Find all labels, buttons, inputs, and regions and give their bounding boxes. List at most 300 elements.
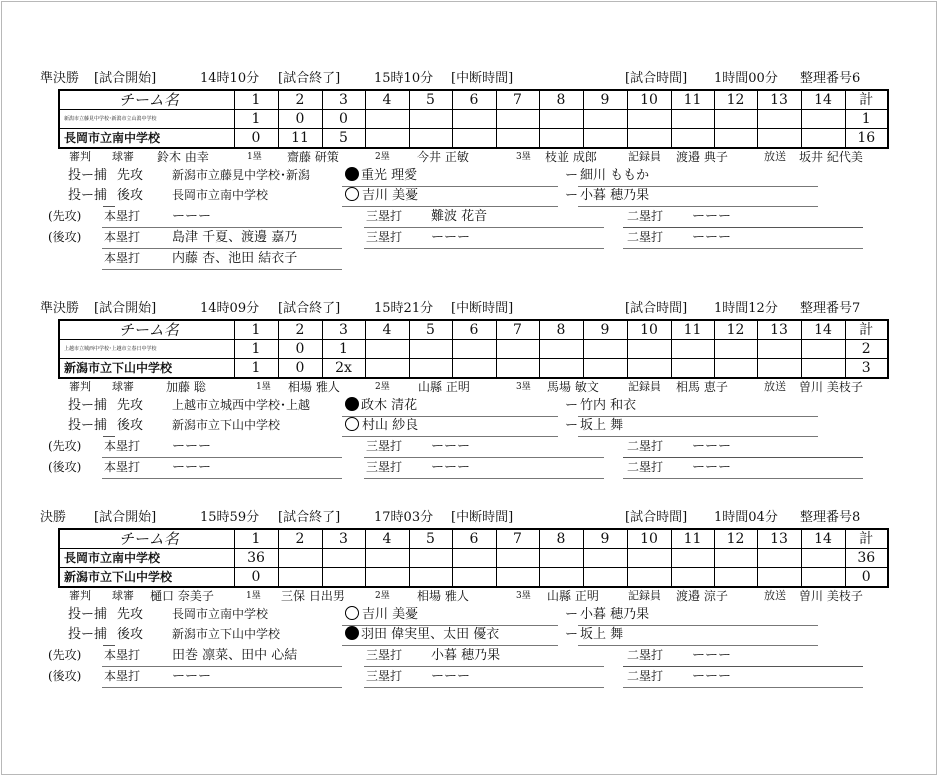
bottom-hr-players: 島津 千夏、渡邊 嘉乃 bbox=[172, 230, 298, 245]
pitcher-mark-icon bbox=[345, 417, 359, 431]
inning-header: 8 bbox=[539, 529, 583, 549]
inning-score: 0 bbox=[234, 568, 278, 588]
hr-label: 本塁打 bbox=[104, 230, 141, 244]
bottom-paren-label: (後攻) bbox=[48, 669, 82, 683]
inning-header: 7 bbox=[496, 90, 539, 110]
triple-label: 三塁打 bbox=[366, 460, 403, 474]
inning-score bbox=[671, 340, 714, 359]
end-time: 17時03分 bbox=[374, 510, 434, 525]
battery-top-row bbox=[0, 166, 940, 186]
inning-score: 1 bbox=[234, 359, 278, 379]
inning-score bbox=[322, 549, 365, 568]
battery-top-catcher: 小暮 穂乃果 bbox=[580, 607, 650, 622]
inning-score bbox=[801, 129, 845, 149]
inning-score bbox=[714, 110, 757, 129]
inning-score bbox=[278, 568, 322, 588]
recorder-name: 渡邉 涼子 bbox=[676, 589, 728, 603]
first-base-umpire: 三保 日出男 bbox=[281, 589, 345, 603]
plate-umpire-name: 樋口 奈美子 bbox=[150, 589, 214, 603]
duration-time: 1時間12分 bbox=[714, 301, 778, 316]
top-label: 先攻 bbox=[117, 398, 144, 413]
team-name: 上越市立城西中学校･上越市立春日中学校 bbox=[59, 340, 234, 359]
inning-score bbox=[671, 359, 714, 379]
inning-score bbox=[757, 549, 801, 568]
battery-top-row bbox=[0, 396, 940, 416]
inning-score bbox=[671, 110, 714, 129]
inning-header: 4 bbox=[365, 320, 409, 340]
inning-header: 4 bbox=[365, 529, 409, 549]
inning-score bbox=[539, 129, 583, 149]
inning-score bbox=[801, 110, 845, 129]
pitcher-name: 重光 理愛 bbox=[361, 168, 418, 183]
scoreboard-table bbox=[58, 528, 889, 588]
inning-header: 2 bbox=[278, 90, 322, 110]
top-paren-label: (先攻) bbox=[48, 648, 82, 662]
team-row-top bbox=[59, 549, 888, 568]
battery-bottom-team: 長岡市立南中学校 bbox=[172, 188, 269, 202]
broadcast-label: 放送 bbox=[764, 589, 786, 602]
inning-score bbox=[539, 359, 583, 379]
inning-score bbox=[627, 549, 671, 568]
top-double-players: ーーー bbox=[692, 439, 732, 454]
inning-header: 12 bbox=[714, 529, 757, 549]
double-label: 二塁打 bbox=[627, 648, 664, 662]
scoreboard-table bbox=[58, 89, 889, 149]
third-base-label: 3塁 bbox=[516, 382, 531, 392]
dash: ー bbox=[565, 188, 579, 203]
inning-score: 0 bbox=[234, 129, 278, 149]
top-double-players: ーーー bbox=[692, 209, 732, 224]
team-name: 長岡市立南中学校 bbox=[59, 549, 234, 568]
top-hits-row bbox=[0, 207, 940, 227]
inning-header: 10 bbox=[627, 90, 671, 110]
inning-score bbox=[452, 110, 496, 129]
triple-label: 三塁打 bbox=[366, 648, 403, 662]
inning-score bbox=[583, 340, 627, 359]
underline bbox=[364, 687, 604, 688]
top-triple-players: 難波 花音 bbox=[431, 209, 488, 224]
inning-score bbox=[409, 340, 452, 359]
battery-bottom-pitcher bbox=[345, 416, 418, 435]
total-header: 計 bbox=[845, 320, 888, 340]
double-label: 二塁打 bbox=[627, 460, 664, 474]
inning-score bbox=[627, 568, 671, 588]
battery-top-pitcher bbox=[345, 605, 418, 624]
inning-score bbox=[322, 568, 365, 588]
inning-header: 13 bbox=[757, 529, 801, 549]
total-score: 36 bbox=[845, 549, 888, 568]
pitcher-name: 羽田 偉実里、太田 優衣 bbox=[361, 627, 500, 642]
inning-score bbox=[496, 110, 539, 129]
umpire-label: 審判 bbox=[69, 150, 91, 163]
team-name: 新潟市立藤見中学校･新潟市立山潟中学校 bbox=[59, 110, 234, 129]
team-name-header: チーム名 bbox=[59, 90, 234, 110]
inning-header: 3 bbox=[322, 529, 365, 549]
inning-score bbox=[365, 568, 409, 588]
bottom-double-players: ーーー bbox=[692, 230, 732, 245]
underline bbox=[364, 478, 604, 479]
battery-top-catcher: 竹内 和衣 bbox=[580, 398, 637, 413]
inning-header: 5 bbox=[409, 320, 452, 340]
inning-score bbox=[714, 129, 757, 149]
inning-header: 10 bbox=[627, 529, 671, 549]
top-triple-players: ーーー bbox=[431, 439, 471, 454]
underline bbox=[623, 687, 863, 688]
battery-bottom-row bbox=[0, 416, 940, 436]
underline bbox=[102, 269, 342, 270]
second-base-umpire: 相場 雅人 bbox=[417, 589, 469, 603]
start-time: 15時59分 bbox=[200, 510, 260, 525]
bottom-hits-row bbox=[0, 228, 940, 248]
duration-time: 1時間00分 bbox=[714, 71, 778, 86]
battery-label: 投ー捕 bbox=[68, 627, 108, 642]
inning-score bbox=[757, 110, 801, 129]
total-score: 1 bbox=[845, 110, 888, 129]
inning-header: 7 bbox=[496, 529, 539, 549]
broadcast-label: 放送 bbox=[764, 150, 786, 163]
first-base-label: 1塁 bbox=[246, 591, 261, 601]
team-name: 新潟市立下山中学校 bbox=[59, 568, 234, 588]
inning-header: 2 bbox=[278, 529, 322, 549]
second-base-umpire: 今井 正敏 bbox=[417, 150, 469, 164]
battery-bottom-row bbox=[0, 625, 940, 645]
inning-header: 5 bbox=[409, 90, 452, 110]
top-paren-label: (先攻) bbox=[48, 439, 82, 453]
dash: ー bbox=[565, 398, 579, 413]
hr-label: 本塁打 bbox=[104, 669, 141, 683]
plate-umpire-label: 球審 bbox=[112, 589, 134, 602]
inning-header: 6 bbox=[452, 90, 496, 110]
second-base-label: 2塁 bbox=[375, 591, 390, 601]
pitcher-name: 政木 清花 bbox=[361, 398, 418, 413]
inning-header: 14 bbox=[801, 90, 845, 110]
ref-number: 整理番号6 bbox=[800, 71, 861, 86]
inning-score bbox=[496, 340, 539, 359]
plate-umpire-name: 鈴木 由幸 bbox=[157, 150, 209, 164]
second-base-label: 2塁 bbox=[375, 152, 390, 162]
inning-score bbox=[452, 340, 496, 359]
suspend-label: [中断時間] bbox=[451, 301, 514, 316]
start-label: [試合開始] bbox=[94, 510, 157, 525]
battery-bottom-pitcher bbox=[345, 186, 418, 205]
dash: ー bbox=[565, 627, 579, 642]
triple-label: 三塁打 bbox=[366, 669, 403, 683]
end-time: 15時10分 bbox=[374, 71, 434, 86]
inning-header: 12 bbox=[714, 320, 757, 340]
top-paren-label: (先攻) bbox=[48, 209, 82, 223]
recorder-label: 記録員 bbox=[628, 150, 661, 163]
bottom-hits-row-2 bbox=[0, 249, 940, 269]
inning-score bbox=[496, 359, 539, 379]
inning-header: 9 bbox=[583, 320, 627, 340]
inning-score: 1 bbox=[322, 340, 365, 359]
inning-score bbox=[496, 129, 539, 149]
top-hits-row bbox=[0, 646, 940, 666]
first-base-label: 1塁 bbox=[247, 152, 262, 162]
first-base-umpire: 相場 雅人 bbox=[288, 380, 340, 394]
inning-score bbox=[452, 129, 496, 149]
top-hits-row bbox=[0, 437, 940, 457]
broadcast-name: 坂井 紀代美 bbox=[799, 150, 863, 164]
recorder-name: 渡邉 典子 bbox=[676, 150, 728, 164]
battery-bottom-catcher: 坂上 舞 bbox=[580, 627, 624, 642]
inning-score: 0 bbox=[278, 110, 322, 129]
bottom-triple-players: ーーー bbox=[431, 460, 471, 475]
total-header: 計 bbox=[845, 90, 888, 110]
inning-score bbox=[714, 340, 757, 359]
bottom-hr-players: ーーー bbox=[172, 460, 212, 475]
bottom-double-players: ーーー bbox=[692, 669, 732, 684]
inning-header: 11 bbox=[671, 320, 714, 340]
underline bbox=[623, 478, 863, 479]
inning-score: 0 bbox=[278, 359, 322, 379]
inning-score bbox=[801, 568, 845, 588]
scoreboard-table bbox=[58, 319, 889, 379]
inning-score: 1 bbox=[234, 340, 278, 359]
inning-header: 8 bbox=[539, 320, 583, 340]
battery-bottom-catcher: 小暮 穂乃果 bbox=[580, 188, 650, 203]
bottom-label: 後攻 bbox=[117, 418, 144, 433]
pitcher-name: 吉川 美憂 bbox=[362, 607, 419, 622]
underline bbox=[102, 687, 342, 688]
top-label: 先攻 bbox=[117, 168, 144, 183]
ref-number: 整理番号7 bbox=[800, 301, 861, 316]
plate-umpire-label: 球審 bbox=[112, 150, 134, 163]
inning-score bbox=[757, 359, 801, 379]
inning-header: 10 bbox=[627, 320, 671, 340]
total-score: 0 bbox=[845, 568, 888, 588]
pitcher-name: 村山 紗良 bbox=[362, 418, 419, 433]
total-score: 16 bbox=[845, 129, 888, 149]
bottom-hr-players: ーーー bbox=[172, 669, 212, 684]
team-name: 新潟市立下山中学校 bbox=[59, 359, 234, 379]
inning-header: 7 bbox=[496, 320, 539, 340]
inning-header: 14 bbox=[801, 529, 845, 549]
team-name-header: チーム名 bbox=[59, 320, 234, 340]
battery-bottom-catcher: 坂上 舞 bbox=[580, 418, 624, 433]
total-score: 3 bbox=[845, 359, 888, 379]
inning-header: 14 bbox=[801, 320, 845, 340]
inning-score bbox=[714, 549, 757, 568]
inning-score bbox=[409, 129, 452, 149]
inning-score bbox=[365, 110, 409, 129]
start-time: 14時10分 bbox=[200, 71, 260, 86]
top-double-players: ーーー bbox=[692, 648, 732, 663]
underline bbox=[102, 478, 342, 479]
second-base-umpire: 山縣 正明 bbox=[418, 380, 470, 394]
inning-score bbox=[627, 129, 671, 149]
first-base-label: 1塁 bbox=[256, 382, 271, 392]
battery-bottom-row bbox=[0, 186, 940, 206]
scoreboard-header-row bbox=[59, 320, 888, 340]
inning-score: 0 bbox=[278, 340, 322, 359]
inning-header: 1 bbox=[234, 529, 278, 549]
inning-score bbox=[539, 110, 583, 129]
battery-label: 投ー捕 bbox=[68, 398, 108, 413]
inning-score: 2x bbox=[322, 359, 365, 379]
triple-label: 三塁打 bbox=[366, 230, 403, 244]
broadcast-name: 曽川 美枝子 bbox=[799, 589, 863, 603]
duration-label: [試合時間] bbox=[625, 301, 688, 316]
battery-label: 投ー捕 bbox=[68, 188, 108, 203]
inning-header: 8 bbox=[539, 90, 583, 110]
inning-score bbox=[365, 129, 409, 149]
pitcher-mark-icon bbox=[345, 397, 359, 411]
plate-umpire-name: 加藤 聡 bbox=[166, 380, 206, 394]
start-time: 14時09分 bbox=[200, 301, 260, 316]
second-base-label: 2塁 bbox=[375, 382, 390, 392]
team-row-bottom bbox=[59, 568, 888, 588]
inning-score bbox=[409, 359, 452, 379]
bottom-triple-players: ーーー bbox=[431, 230, 471, 245]
double-label: 二塁打 bbox=[627, 669, 664, 683]
suspend-label: [中断時間] bbox=[451, 71, 514, 86]
inning-score bbox=[409, 110, 452, 129]
round-label: 準決勝 bbox=[40, 71, 80, 86]
battery-top-team: 長岡市立南中学校 bbox=[172, 607, 269, 621]
scoreboard-header-row bbox=[59, 90, 888, 110]
inning-header: 1 bbox=[234, 320, 278, 340]
top-triple-players: 小暮 穂乃果 bbox=[431, 648, 501, 663]
team-name: 長岡市立南中学校 bbox=[59, 129, 234, 149]
inning-score bbox=[539, 549, 583, 568]
battery-top-catcher: 細川 ももか bbox=[580, 168, 650, 183]
inning-score bbox=[365, 340, 409, 359]
inning-header: 9 bbox=[583, 529, 627, 549]
hr-label: 本塁打 bbox=[104, 648, 141, 662]
start-label: [試合開始] bbox=[94, 301, 157, 316]
inning-score bbox=[539, 568, 583, 588]
team-row-bottom bbox=[59, 359, 888, 379]
end-label: [試合終了] bbox=[278, 301, 341, 316]
inning-score bbox=[539, 340, 583, 359]
inning-score: 1 bbox=[234, 110, 278, 129]
inning-score bbox=[627, 359, 671, 379]
inning-header: 1 bbox=[234, 90, 278, 110]
pitcher-mark-icon bbox=[345, 187, 359, 201]
inning-score bbox=[365, 549, 409, 568]
dash: ー bbox=[565, 168, 579, 183]
recorder-label: 記録員 bbox=[628, 589, 661, 602]
team-row-bottom bbox=[59, 129, 888, 149]
pitcher-mark-icon bbox=[345, 626, 359, 640]
dash: ー bbox=[565, 607, 579, 622]
plate-umpire-label: 球審 bbox=[112, 380, 134, 393]
pitcher-mark-icon bbox=[345, 167, 359, 181]
team-row-top bbox=[59, 340, 888, 359]
inning-score bbox=[496, 549, 539, 568]
bottom-label: 後攻 bbox=[117, 188, 144, 203]
suspend-label: [中断時間] bbox=[451, 510, 514, 525]
team-row-top bbox=[59, 110, 888, 129]
double-label: 二塁打 bbox=[627, 439, 664, 453]
battery-top-team: 新潟市立藤見中学校･新潟 bbox=[172, 168, 311, 182]
scoreboard-header-row bbox=[59, 529, 888, 549]
inning-score bbox=[452, 568, 496, 588]
inning-header: 11 bbox=[671, 529, 714, 549]
battery-bottom-pitcher bbox=[345, 625, 499, 644]
third-base-umpire: 山縣 正明 bbox=[547, 589, 599, 603]
battery-bottom-team: 新潟市立下山中学校 bbox=[172, 418, 281, 432]
inning-header: 6 bbox=[452, 529, 496, 549]
inning-score bbox=[583, 110, 627, 129]
inning-score bbox=[583, 568, 627, 588]
inning-score bbox=[409, 568, 452, 588]
battery-label: 投ー捕 bbox=[68, 418, 108, 433]
round-label: 準決勝 bbox=[40, 301, 80, 316]
inning-score bbox=[496, 568, 539, 588]
inning-header: 5 bbox=[409, 529, 452, 549]
inning-header: 9 bbox=[583, 90, 627, 110]
end-label: [試合終了] bbox=[278, 510, 341, 525]
inning-score bbox=[365, 359, 409, 379]
broadcast-label: 放送 bbox=[764, 380, 786, 393]
inning-score bbox=[671, 549, 714, 568]
pitcher-name: 吉川 美憂 bbox=[362, 188, 419, 203]
inning-score: 0 bbox=[322, 110, 365, 129]
bottom-hr-players-2: 内藤 杏、池田 結衣子 bbox=[172, 251, 298, 266]
hr-label: 本塁打 bbox=[104, 439, 141, 453]
inning-score bbox=[714, 359, 757, 379]
end-time: 15時21分 bbox=[374, 301, 434, 316]
inning-score bbox=[452, 549, 496, 568]
triple-label: 三塁打 bbox=[366, 439, 403, 453]
battery-top-pitcher bbox=[345, 396, 417, 415]
inning-score bbox=[583, 549, 627, 568]
battery-label: 投ー捕 bbox=[68, 168, 108, 183]
pitcher-mark-icon bbox=[345, 606, 359, 620]
start-label: [試合開始] bbox=[94, 71, 157, 86]
bottom-hits-row bbox=[0, 667, 940, 687]
inning-header: 13 bbox=[757, 90, 801, 110]
umpire-label: 審判 bbox=[69, 380, 91, 393]
top-hr-players: ーーー bbox=[172, 439, 212, 454]
round-label: 決勝 bbox=[40, 510, 67, 525]
hr-label: 本塁打 bbox=[104, 460, 141, 474]
hr-label: 本塁打 bbox=[104, 209, 141, 223]
ref-number: 整理番号8 bbox=[800, 510, 861, 525]
recorder-label: 記録員 bbox=[628, 380, 661, 393]
bottom-double-players: ーーー bbox=[692, 460, 732, 475]
total-score: 2 bbox=[845, 340, 888, 359]
triple-label: 三塁打 bbox=[366, 209, 403, 223]
third-base-label: 3塁 bbox=[516, 152, 531, 162]
inning-header: 13 bbox=[757, 320, 801, 340]
inning-header: 4 bbox=[365, 90, 409, 110]
inning-score bbox=[801, 549, 845, 568]
inning-header: 11 bbox=[671, 90, 714, 110]
hr-label: 本塁打 bbox=[104, 251, 141, 265]
inning-header: 3 bbox=[322, 90, 365, 110]
recorder-name: 相馬 恵子 bbox=[676, 380, 728, 394]
battery-top-team: 上越市立城西中学校･上越 bbox=[172, 398, 311, 412]
third-base-label: 3塁 bbox=[516, 591, 531, 601]
inning-score bbox=[714, 568, 757, 588]
top-hr-players: 田巻 凛菜、田中 心結 bbox=[172, 648, 298, 663]
inning-score: 5 bbox=[322, 129, 365, 149]
broadcast-name: 曽川 美枝子 bbox=[799, 380, 863, 394]
inning-header: 2 bbox=[278, 320, 322, 340]
inning-score: 36 bbox=[234, 549, 278, 568]
duration-label: [試合時間] bbox=[625, 71, 688, 86]
inning-score bbox=[452, 359, 496, 379]
top-hr-players: ーーー bbox=[172, 209, 212, 224]
double-label: 二塁打 bbox=[627, 209, 664, 223]
battery-bottom-team: 新潟市立下山中学校 bbox=[172, 627, 281, 641]
duration-time: 1時間04分 bbox=[714, 510, 778, 525]
inning-score bbox=[278, 549, 322, 568]
inning-score bbox=[757, 568, 801, 588]
